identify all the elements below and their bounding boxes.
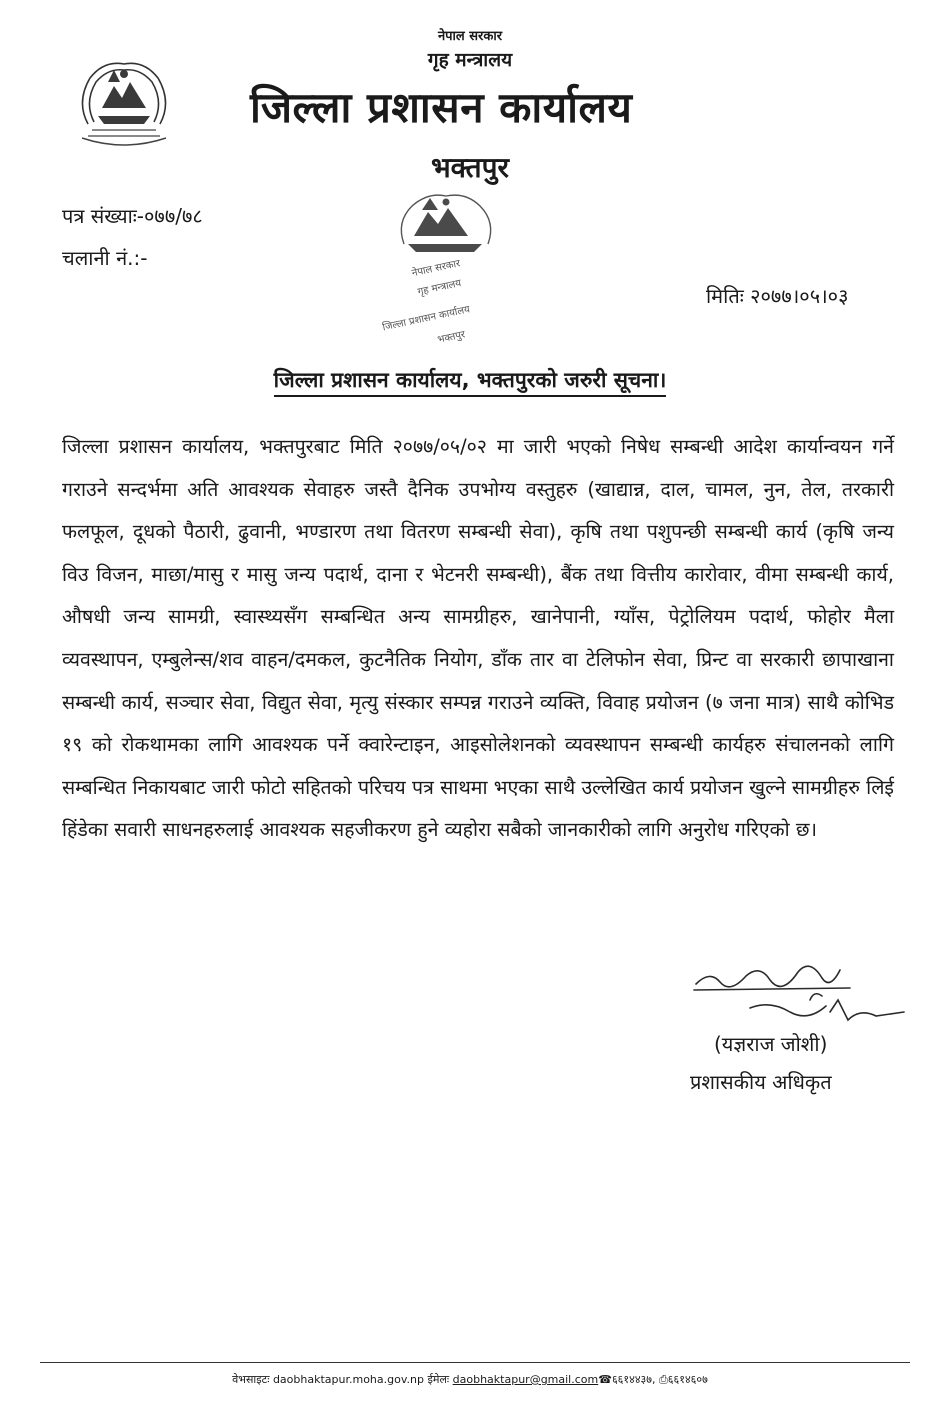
letter-date: मितिः २०७७।०५।०३ [706,284,849,308]
office-stamp-icon [382,188,512,358]
fax-number: ६६१४६०७ [667,1373,708,1386]
district-label: भक्तपुर [430,151,509,184]
signatory-title: प्रशासकीय अधिकृत [690,1070,832,1094]
office-title: जिल्ला प्रशासन कार्यालय [250,83,633,132]
reference-number: पत्र संख्याः-०७७/७८ [62,204,203,228]
website-link[interactable]: daobhaktapur.moha.gov.np [272,1373,424,1386]
fax-icon: ⎙ [658,1373,668,1386]
stamp-line: भक्तपुर [436,329,467,346]
email-label: ईमेलः [427,1373,450,1386]
subject-text: जिल्ला प्रशासन कार्यालय, भक्तपुरको जरुरी सूचना। [274,368,667,397]
subject-line [0,366,940,394]
phone-icon: ☎ [598,1373,612,1386]
website-label: वेभसाइटः [232,1373,270,1386]
government-label: नेपाल सरकार [437,29,503,44]
stamp-line: जिल्ला प्रशासन कार्यालय [382,304,471,334]
email-link[interactable]: daobhaktapur@gmail.com [452,1373,599,1386]
phone-number: ६६१४४३७, [611,1373,656,1386]
stamp-line: नेपाल सरकार [410,258,462,280]
footer-divider [40,1362,910,1363]
handwritten-signature [690,960,920,1040]
notice-body: जिल्ला प्रशासन कार्यालय, भक्तपुरबाट मिति २०७७/०५/०२ मा जारी भएको निषेध सम्बन्धी आदेश कार्यान्वयन गर्ने गराउने सन्दर्भमा अति आवश्यक सेवाहरु जस्तै दैनिक उपभोग्य वस्तुहरु (खाद्यान्न, दाल, चामल, नुन, तेल, तरकारी फलफूल, दूधको पैठारी, ढुवानी, भण्डारण तथा वितरण सम्बन्धी सेवा), कृषि तथा पशुपन्छी सम्बन्धी कार्य (कृषि जन्य विउ विजन, माछा/मासु र मासु जन्य पदार्थ, दाना र भेटनरी सम्बन्धी), बैंक तथा वित्तीय कारोवार, वीमा सम्बन्धी कार्य, औषधी जन्य सामग्री, स्वास्थ्यसँग सम्बन्धित अन्य सामग्रीहरु, खानेपानी, ग्याँस, पेट्रोलियम पदार्थ, फोहोर मैला व्यवस्थापन, एम्बुलेन्स/शव वाहन/दमकल, कुटनैतिक नियोग, डाँक तार वा टेलिफोन सेवा, प्रिन्ट वा सरकारी छापाखाना सम्बन्धी कार्य, सञ्चार सेवा, विद्युत सेवा, मृत्यु संस्कार सम्पन्न गराउने व्यक्ति, विवाह प्रयोजन (७ जना मात्र) साथै कोभिड १९ को रोकथामका लागि आवश्यक पर्ने क्वारेन्टाइन, आइसोलेशनको व्यवस्थापन सम्बन्धी कार्यहरु संचालनको लागि सम्बन्धित निकायबाट जारी फोटो सहितको परिचय पत्र साथमा भएका साथै उल्लेखित कार्य प्रयोजन खुल्ने सामग्रीहरु लिई हिंडेका सवारी साधनहरुलाई आवश्यक सहजीकरण हुने व्यहोरा सबैको जानकारीको लागि अनुरोध गरिएको छ। [62,435,894,842]
signatory-name: (यज्ञराज जोशी) [714,1032,828,1056]
stamp-line: गृह मन्त्रालय [416,278,463,298]
dispatch-number: चलानी नं.:- [62,246,148,270]
ministry-label: गृह मन्त्रालय [427,49,513,71]
footer-contact [0,1372,940,1387]
